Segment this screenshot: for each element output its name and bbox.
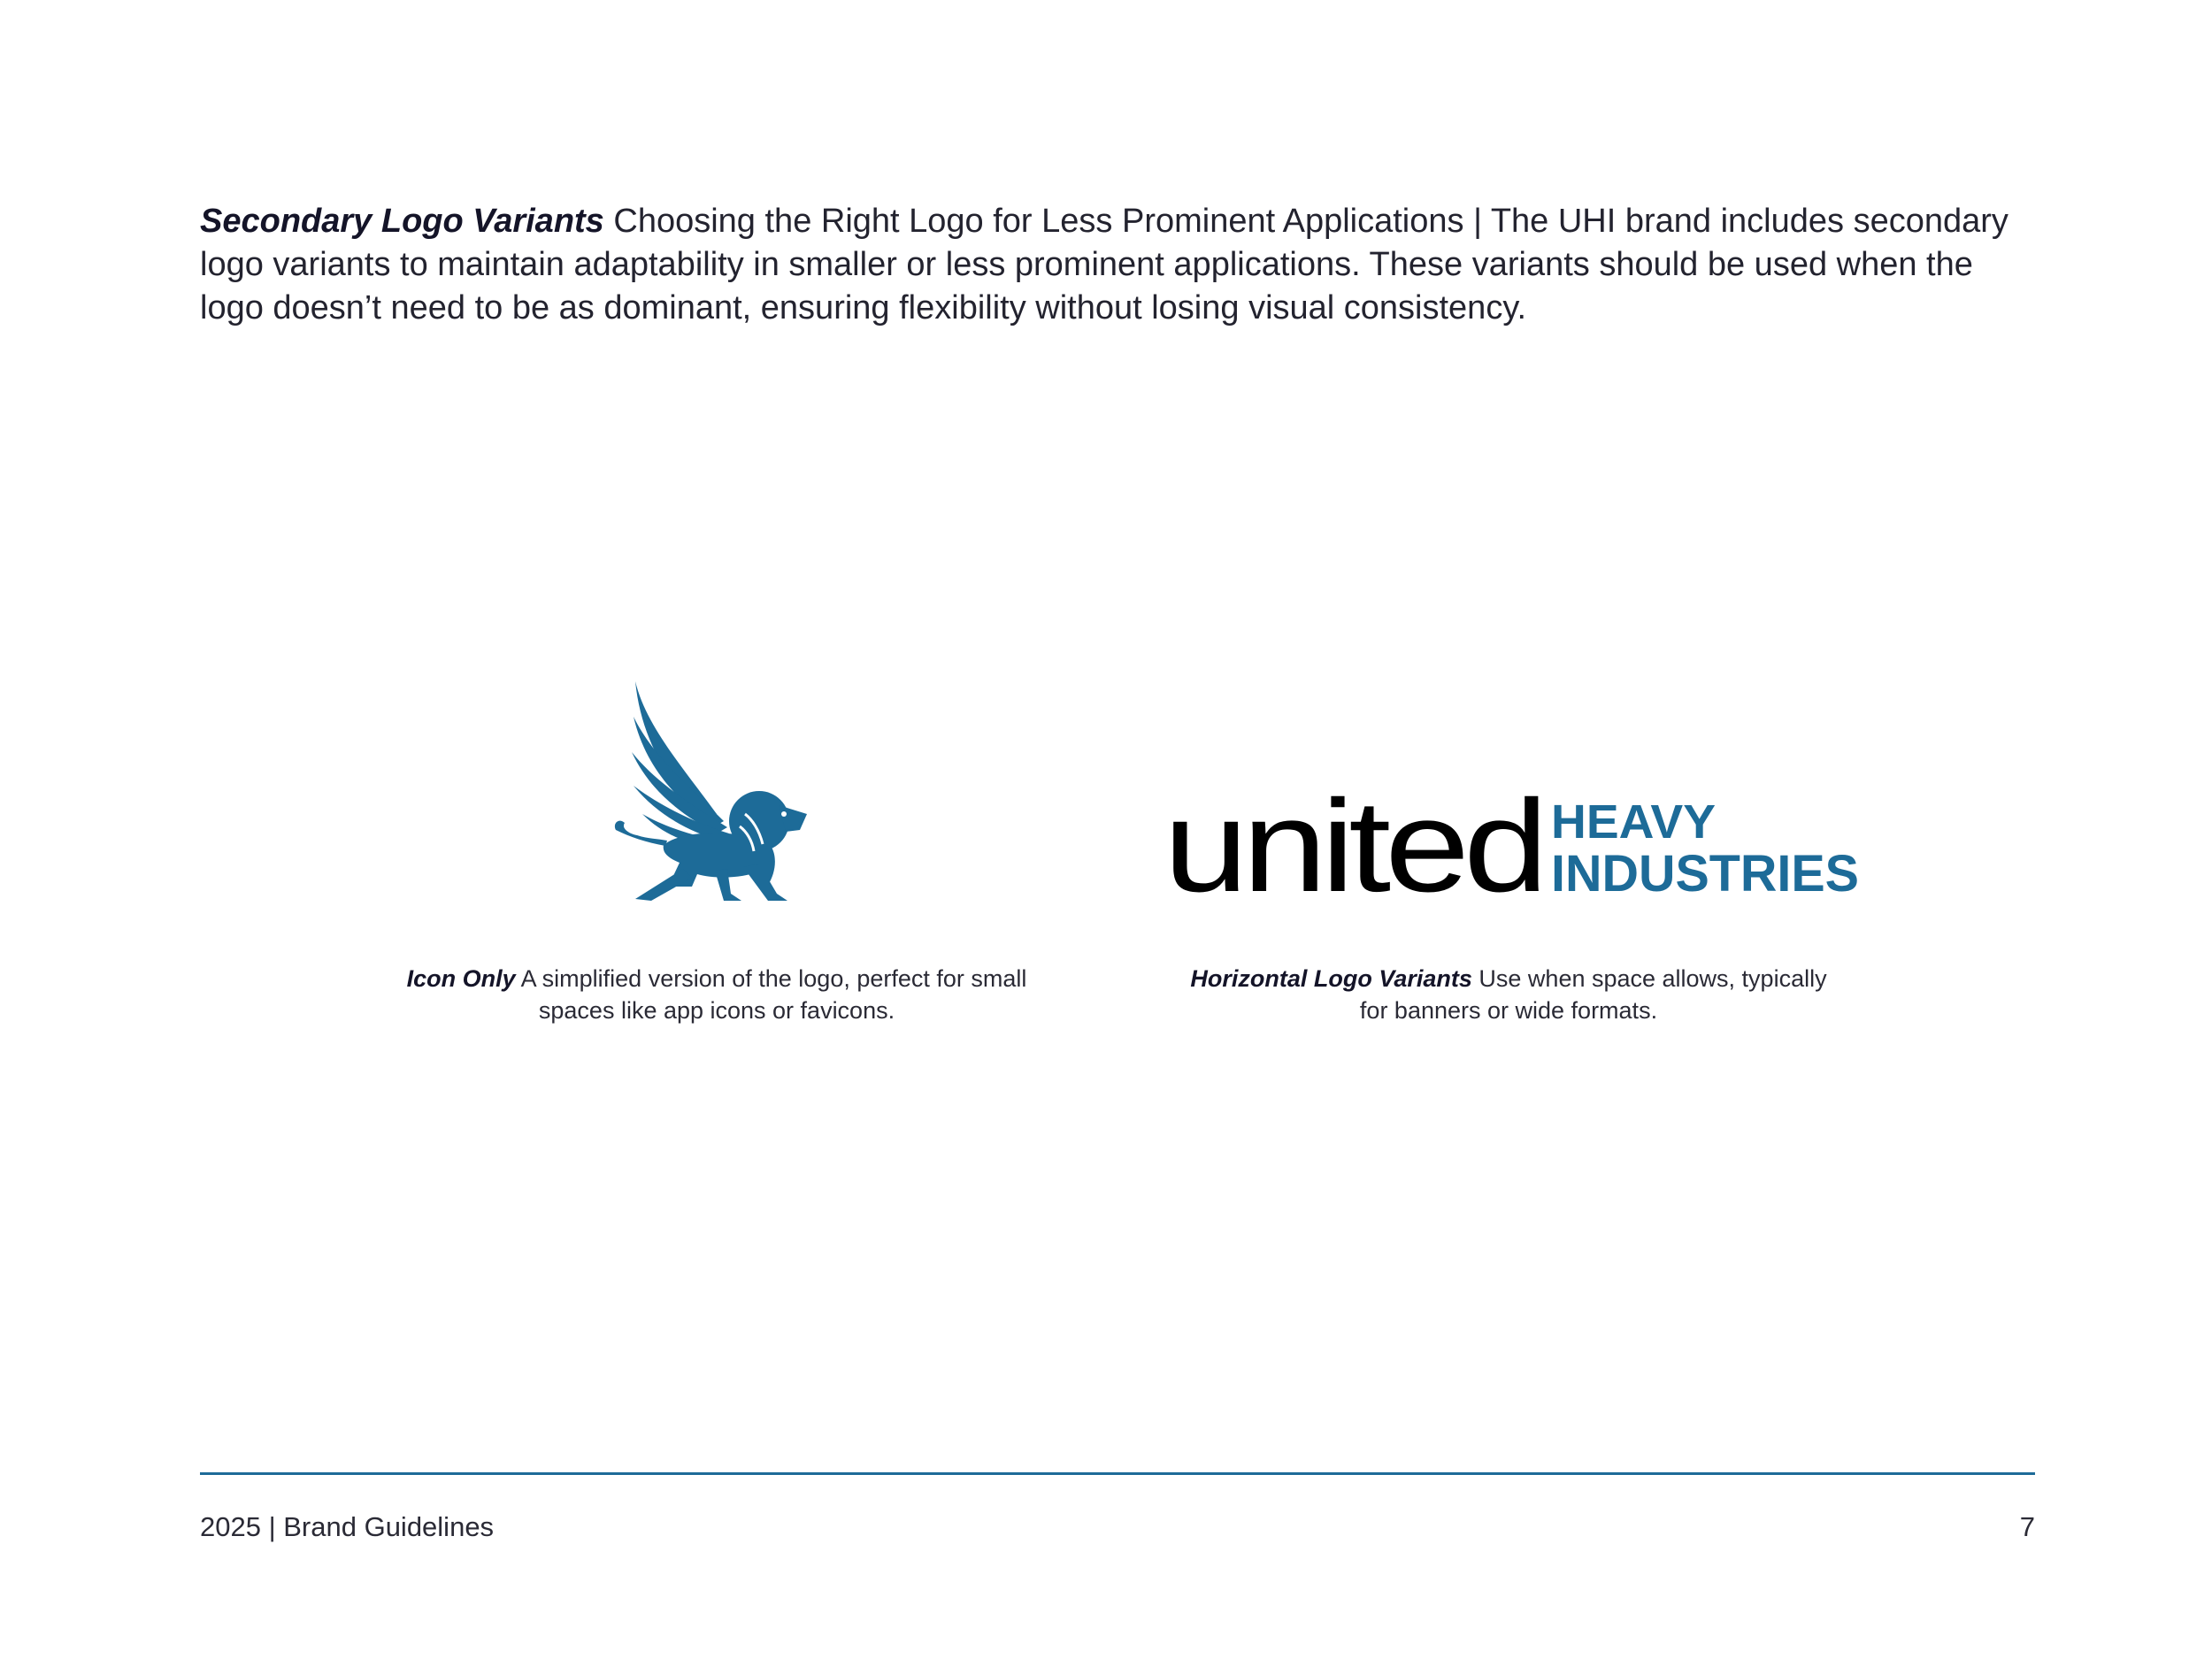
page-number: 7 [2019,1511,2035,1542]
logo-word-heavy: HEAVY [1551,795,1716,849]
caption-horizontal-body: Use when space allows, typically for banners or wide formats. [1359,965,1827,1024]
caption-icon-only-lead: Icon Only [406,965,516,992]
intro-paragraph [200,200,2014,330]
logo-word-industries: INDUSTRIES [1551,845,1859,902]
intro-lead: Secondary Logo Variants [200,203,604,240]
caption-icon-only [389,963,1044,1026]
intro-body: Choosing the Right Logo for Less Prominent Applications | The UHI brand includes secondary logo variants to maintain adaptability in smaller or less prominent applications. These variants should be used when the logo doesn’t need to be as dominant, ensuring flexibility without losing visual consistency. [200,203,2008,326]
united-heavy-industries-logo [1164,792,1871,902]
footer-title: 2025 | Brand Guidelines [200,1511,495,1542]
caption-icon-only-body: A simplified version of the logo, perfect for small spaces like app icons or favicons. [515,965,1027,1024]
winged-lion-icon [611,681,823,902]
footer-divider [200,1472,2035,1475]
caption-horizontal [1186,963,1832,1026]
logo-word-united: united [1164,792,1542,902]
caption-horizontal-lead: Horizontal Logo Variants [1190,965,1472,992]
